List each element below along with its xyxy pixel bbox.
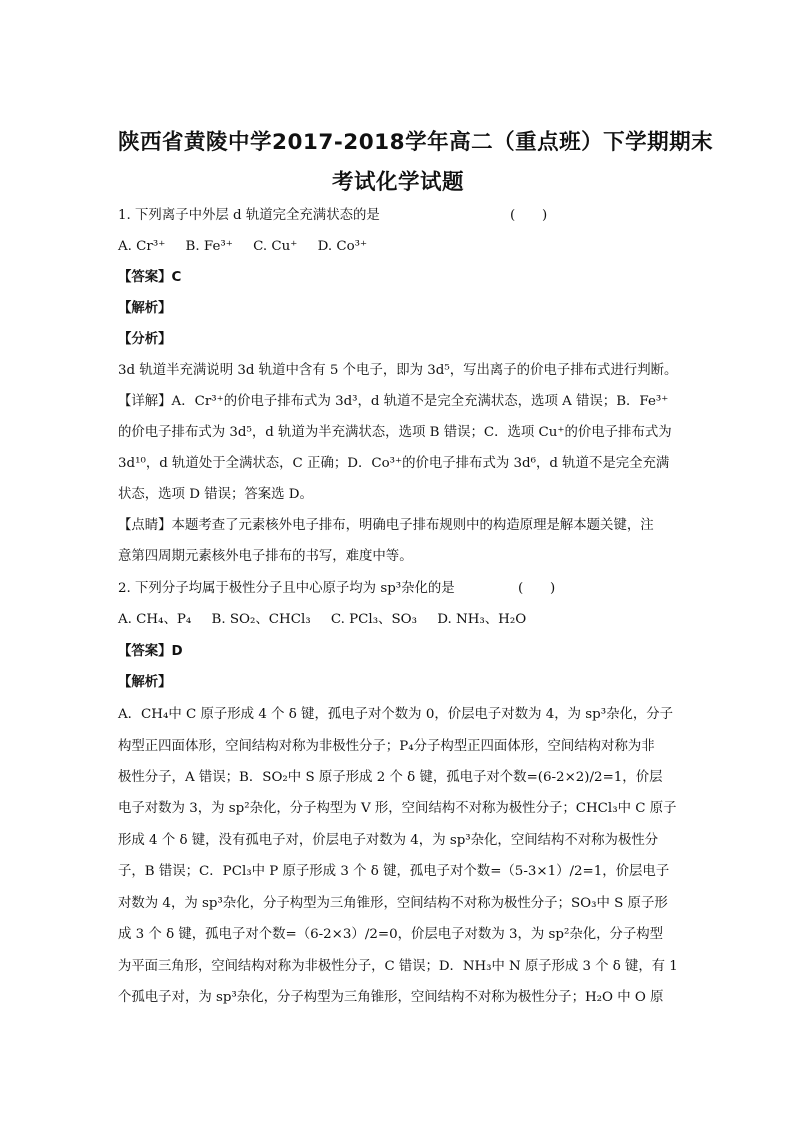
- q2-option-b: B. SO₂、CHCl₃: [211, 612, 311, 627]
- q2-analysis-line: 构型正四面体形，空间结构对称为非极性分子；P₄分子构型正四面体形，空间结构对称为非: [118, 739, 655, 754]
- q1-fenxi-text: 3d 轨道半充满说明 3d 轨道中含有 5 个电子，即为 3d⁵，写出离子的价电子排布式进行判断。: [118, 363, 678, 378]
- q1-stem: 1. 下列离子中外层 d 轨道完全充满状态的是: [118, 208, 380, 223]
- q2-analysis-line: 电子对数为 3，为 sp²杂化，分子构型为 V 形，空间结构不对称为极性分子；CHCl₃中 C 原子: [118, 801, 677, 816]
- q1-answer-paren: ( ): [510, 208, 548, 223]
- q1-detail-line: 3d¹⁰，d 轨道处于全满状态，C 正确；D．Co³⁺的价电子排布式为 3d⁶，d 轨道不是完全充满: [118, 456, 670, 471]
- q2-analysis-line: 对数为 4，为 sp³杂化，分子构型为三角锥形，空间结构不对称为极性分子；SO₃中 S 原子形: [118, 896, 668, 911]
- q2-analysis-line: 个孤电子对，为 sp³杂化，分子构型为三角锥形，空间结构不对称为极性分子；H₂O 中 O 原: [118, 990, 664, 1005]
- q1-answer: 【答案】C: [118, 270, 182, 285]
- q2-stem-row: [118, 579, 678, 599]
- q1-detail-line: 状态，选项 D 错误；答案选 D。: [118, 487, 313, 502]
- q2-analysis-line: 形成 4 个 δ 键，没有孤电子对，价层电子对数为 4，为 sp³杂化，空间结构不对称为极性分: [118, 833, 659, 848]
- q2-answer: 【答案】D: [118, 644, 183, 659]
- q1-detail-line: 【详解】A．Cr³⁺的价电子排布式为 3d³，d 轨道不是完全充满状态，选项 A 错误；B．Fe³⁺: [118, 394, 669, 409]
- q1-stem-row: [118, 206, 678, 226]
- q1-option-d: D. Co³⁺: [317, 239, 368, 254]
- q1-detail-line: 的价电子排布式为 3d⁵，d 轨道为半充满状态，选项 B 错误；C．选项 Cu⁺的价电子排布式为: [118, 425, 672, 440]
- q2-options: [118, 610, 678, 630]
- q2-analysis-line: 成 3 个 δ 键，孤电子对个数=（6-2×3）/2=0，价层电子对数为 3，为 sp²杂化，分子构型: [118, 927, 664, 942]
- q2-analysis-line: 极性分子，A 错误；B．SO₂中 S 原子形成 2 个 δ 键，孤电子对个数=(6-2×2)/2=1，价层: [118, 770, 663, 785]
- q2-analysis-heading: 【解析】: [118, 675, 172, 690]
- q1-comment-line: 意第四周期元素核外电子排布的书写，难度中等。: [118, 549, 413, 564]
- doc-title-line-2: 考试化学试题: [331, 170, 464, 195]
- q2-analysis-line: A．CH₄中 C 原子形成 4 个 δ 键，孤电子对个数为 0，价层电子对数为 4，为 sp³杂化，分子: [118, 707, 674, 722]
- doc-title-line-1: 陕西省黄陵中学2017-2018学年高二（重点班）下学期期末: [118, 130, 714, 155]
- q2-option-a: A. CH₄、P₄: [118, 612, 192, 627]
- q1-fenxi-heading: 【分析】: [118, 332, 172, 347]
- q1-options: [118, 237, 678, 257]
- q1-comment-line: 【点睛】本题考查了元素核外电子排布，明确电子排布规则中的构造原理是解本题关键，注: [118, 518, 654, 533]
- q1-option-a: A. Cr³⁺: [118, 239, 166, 254]
- q2-analysis-line: 子，B 错误；C．PCl₃中 P 原子形成 3 个 δ 键，孤电子对个数=（5-3×1）/2=1，价层电子: [118, 864, 670, 879]
- q2-option-c: C. PCl₃、SO₃: [330, 612, 417, 627]
- q1-option-b: B. Fe³⁺: [185, 239, 233, 254]
- q2-answer-paren: ( ): [518, 581, 556, 596]
- q2-option-d: D. NH₃、H₂O: [437, 612, 527, 627]
- q1-analysis-heading: 【解析】: [118, 301, 172, 316]
- q2-stem: 2. 下列分子均属于极性分子且中心原子均为 sp³杂化的是: [118, 581, 455, 596]
- q1-option-c: C. Cu⁺: [253, 239, 298, 254]
- q2-analysis-line: 为平面三角形，空间结构对称为非极性分子，C 错误；D．NH₃中 N 原子形成 3 个 δ 键，有 1: [118, 959, 678, 974]
